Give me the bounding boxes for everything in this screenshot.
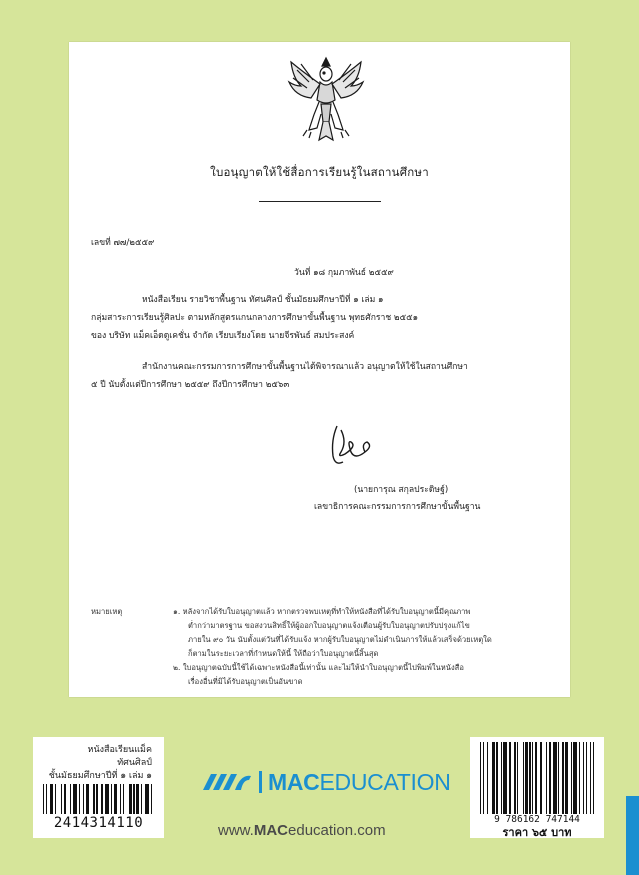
license-number: เลขที่ ๗๗/๒๕๕๙ <box>91 238 155 248</box>
barcode-bar <box>101 784 104 814</box>
barcode-bar <box>583 742 584 814</box>
book-label-line-2: ทัศนศิลป์ <box>117 758 152 768</box>
book-label-line-3: ชั้นมัธยมศึกษาปีที่ ๑ เล่ม ๑ <box>48 771 152 781</box>
barcode-bar <box>517 742 518 814</box>
barcode-bar <box>573 742 577 814</box>
book-code: 2414314110 <box>53 815 144 831</box>
signer-position: เลขาธิการคณะกรรมการการศึกษาขั้นพื้นฐาน <box>314 502 481 512</box>
license-document <box>69 42 570 697</box>
barcode-bar <box>129 784 132 814</box>
garuda-emblem <box>283 52 369 148</box>
barcode-bar <box>83 784 84 814</box>
isbn-barcode <box>480 742 594 814</box>
barcode-bar <box>111 784 112 814</box>
barcode-bar <box>546 742 547 814</box>
blue-edge-tab <box>626 796 639 875</box>
body-line-5: ๕ ปี นับตั้งแต่ปีการศึกษา ๒๕๕๙ ถึงปีการศึกษา ๒๕๖๓ <box>91 380 290 390</box>
barcode-bar <box>105 784 109 814</box>
note-line-3: ภายใน ๙๐ วัน นับตั้งแต่วันที่ได้รับแจ้ง หากผู้รับใบอนุญาตไม่ดำเนินการให้แล้วเสร็จด้วยเหตุใด <box>188 635 492 644</box>
barcode-bar <box>549 742 552 814</box>
book-label <box>33 737 164 838</box>
note-line-1: ๑. หลังจากได้รับใบอนุญาตแล้ว หากตรวจพบเหตุที่ทำให้หนังสือที่ได้รับใบอนุญาตนี้มีคุณภาพ <box>173 607 471 616</box>
barcode-bar <box>55 784 56 814</box>
note-line-2: ต่ำกว่ามาตรฐาน ขอสงวนสิทธิ์ให้ผู้ออกใบอนุญาตแจ้งเตือนผู้รับใบอนุญาตปรับปรุงแก้ไข <box>188 621 470 630</box>
barcode-bar <box>492 742 495 814</box>
barcode-bar <box>79 784 80 814</box>
book-label-line-1: หนังสือเรียนแม็ค <box>87 745 152 755</box>
handwritten-signature <box>321 422 383 472</box>
license-date: วันที่ ๑๘ กุมภาพันธ์ ๒๕๕๙ <box>294 268 394 278</box>
barcode-bar <box>480 742 481 814</box>
barcode-bar <box>590 742 591 814</box>
body-line-4: สำนักงานคณะกรรมการการศึกษาขั้นพื้นฐานได้พิจารณาแล้ว อนุญาตให้ใช้ในสถานศึกษา <box>142 362 468 372</box>
brand-name-light: EDUCATION <box>319 769 451 795</box>
barcode-bar <box>579 742 580 814</box>
barcode-bar <box>73 784 77 814</box>
signer-name: (นายการุณ สกุลประดิษฐ์) <box>354 485 449 495</box>
price: ราคา ๖๕ บาท <box>502 826 572 839</box>
url-suffix: education.com <box>288 822 386 839</box>
notes-label: หมายเหตุ <box>91 607 123 616</box>
note-line-4: ก็ตามในระยะเวลาที่กำหนดให้นี้ ให้ถือว่าใบอนุญาตนี้สิ้นสุด <box>188 649 379 658</box>
barcode-bar <box>593 742 594 814</box>
barcode-bar <box>93 784 94 814</box>
barcode-bar <box>483 742 484 814</box>
document-title: ใบอนุญาตให้ใช้สื่อการเรียนรู้ในสถานศึกษา <box>210 165 429 179</box>
barcode-bar <box>535 742 538 814</box>
barcode-bar <box>64 784 67 814</box>
brand-name <box>268 769 451 796</box>
barcode-bar <box>145 784 149 814</box>
barcode-bar <box>50 784 53 814</box>
barcode-bar <box>523 742 524 814</box>
barcode-bar <box>571 742 572 814</box>
brand-divider <box>259 771 262 793</box>
barcode-bar <box>586 742 587 814</box>
body-line-1: หนังสือเรียน รายวิชาพื้นฐาน ทัศนศิลป์ ชั้นมัธยมศึกษาปีที่ ๑ เล่ม ๑ <box>142 295 384 305</box>
barcode-bar <box>558 742 559 814</box>
barcode-bar <box>553 742 557 814</box>
note-line-5: ๒. ใบอนุญาตฉบับนี้ใช้ได้เฉพาะหนังสือนี้เท่านั้น และไม่ให้นำใบอนุญาตนี้ไปพิมพ์ในหนังสือ <box>173 663 464 672</box>
mac-logo-icon <box>201 770 253 794</box>
brand-name-bold: MAC <box>268 769 320 795</box>
barcode-bar <box>86 784 89 814</box>
barcode-bar <box>509 742 512 814</box>
barcode-bar <box>151 784 152 814</box>
barcode-bar <box>61 784 62 814</box>
barcode-bar <box>136 784 139 814</box>
isbn-number: 9 786162 747144 <box>494 814 580 825</box>
barcode-bar <box>565 742 568 814</box>
title-underline <box>259 201 381 202</box>
barcode-bar <box>133 784 134 814</box>
barcode-bar <box>46 784 47 814</box>
barcode-bar <box>562 742 563 814</box>
body-line-2: กลุ่มสาระการเรียนรู้ศิลปะ ตามหลักสูตรแกนกลางการศึกษาขั้นพื้นฐาน พุทธศักราช ๒๕๕๑ <box>91 313 419 323</box>
barcode-bar <box>501 742 502 814</box>
url-prefix: www. <box>218 822 254 839</box>
note-line-6: เรื่องอื่นที่มิได้รับอนุญาตเป็นอันขาด <box>188 677 303 686</box>
barcode-bar <box>532 742 533 814</box>
barcode-bar <box>540 742 541 814</box>
barcode-bar <box>70 784 71 814</box>
barcode-bar <box>120 784 121 814</box>
barcode-bar <box>141 784 142 814</box>
barcode-bar <box>496 742 497 814</box>
barcode-bar <box>529 742 530 814</box>
isbn-price-box <box>470 737 604 838</box>
barcode-bar <box>503 742 507 814</box>
barcode-bar <box>525 742 528 814</box>
barcode-bar <box>487 742 488 814</box>
barcode-bar <box>514 742 515 814</box>
barcode-bar <box>96 784 97 814</box>
brand-logo <box>201 766 451 800</box>
url-bold: MAC <box>253 822 289 839</box>
barcode-bar <box>43 784 44 814</box>
website-url[interactable] <box>218 822 386 839</box>
book-code-barcode <box>43 784 154 814</box>
body-line-3: ของ บริษัท แม็คเอ็ดดูเคชั่น จำกัด เรียบเรียงโดย นายจีรพันธ์ สมประสงค์ <box>91 331 355 341</box>
barcode-bar <box>123 784 124 814</box>
barcode-bar <box>114 784 117 814</box>
